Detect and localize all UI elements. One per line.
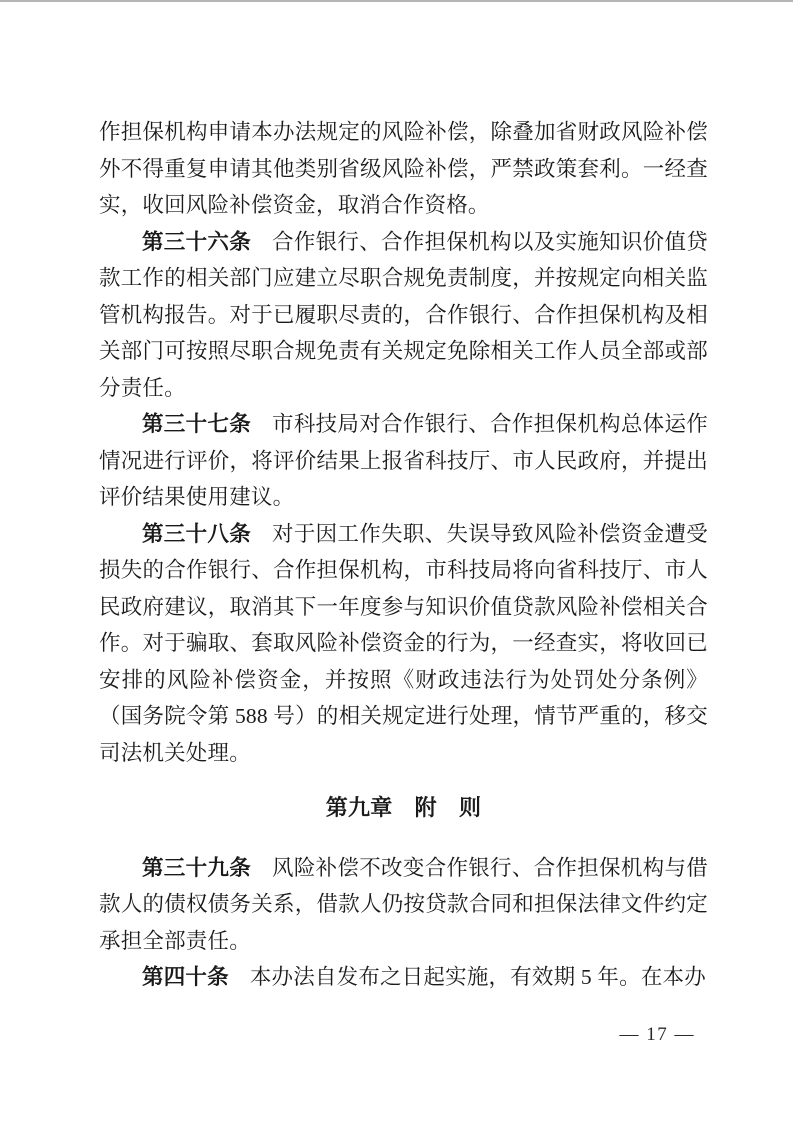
article-number-36: 第三十六条 — [142, 229, 252, 254]
article-text-36: 合作银行、合作担保机构以及实施知识价值贷款工作的相关部门应建立尽职合规免责制度，并按规定向相关监管机构报告。对于已履职尽责的，合作银行、合作担保机构及相关部门可按照尽职合规免责有关规定免除相关工作人员全部或部分责任。 — [99, 229, 708, 400]
paragraph-article-37 — [99, 406, 708, 516]
article-text-38: 对于因工作失职、失误导致风险补偿资金遭受损失的合作银行、合作担保机构，市科技局将向省科技厅、市人民政府建议，取消其下一年度参与知识价值贷款风险补偿相关合作。对于骗取、套取风险补偿资金的行为，一经查实，将收回已安排的风险补偿资金，并按照《财政违法行为处罚处分条例》（国务院令第 588 号）的相关规定进行处理，情节严重的，移交司法机关处理。 — [99, 521, 708, 765]
article-number-39: 第三十九条 — [142, 855, 252, 880]
page-number: — 17 — — [619, 1024, 695, 1045]
document-page-body — [99, 114, 708, 996]
article-text-39: 风险补偿不改变合作银行、合作担保机构与借款人的债权债务关系，借款人仍按贷款合同和担保法律文件约定承担全部责任。 — [99, 855, 708, 953]
scan-edge-line — [0, 0, 793, 2]
article-text-37: 市科技局对合作银行、合作担保机构总体运作情况进行评价，将评价结果上报省科技厅、市人民政府，并提出评价结果使用建议。 — [99, 412, 708, 509]
paragraph-article-36 — [99, 224, 708, 407]
article-number-38: 第三十八条 — [142, 521, 252, 546]
paragraph-article-39 — [99, 850, 708, 960]
paragraph-article-38 — [99, 516, 708, 772]
chapter-heading: 第九章 附 则 — [325, 795, 482, 820]
paragraph-article-40 — [99, 959, 708, 996]
article-number-40: 第四十条 — [142, 965, 229, 989]
article-text-40: 本办法自发布之日起实施，有效期 5 年。在本办 — [249, 965, 706, 989]
article-number-37: 第三十七条 — [142, 412, 252, 436]
paragraph-continuation: 作担保机构申请本办法规定的风险补偿，除叠加省财政风险补偿外不得重复申请其他类别省级风险补偿，严禁政策套利。一经查实，收回风险补偿资金，取消合作资格。 — [99, 120, 708, 217]
